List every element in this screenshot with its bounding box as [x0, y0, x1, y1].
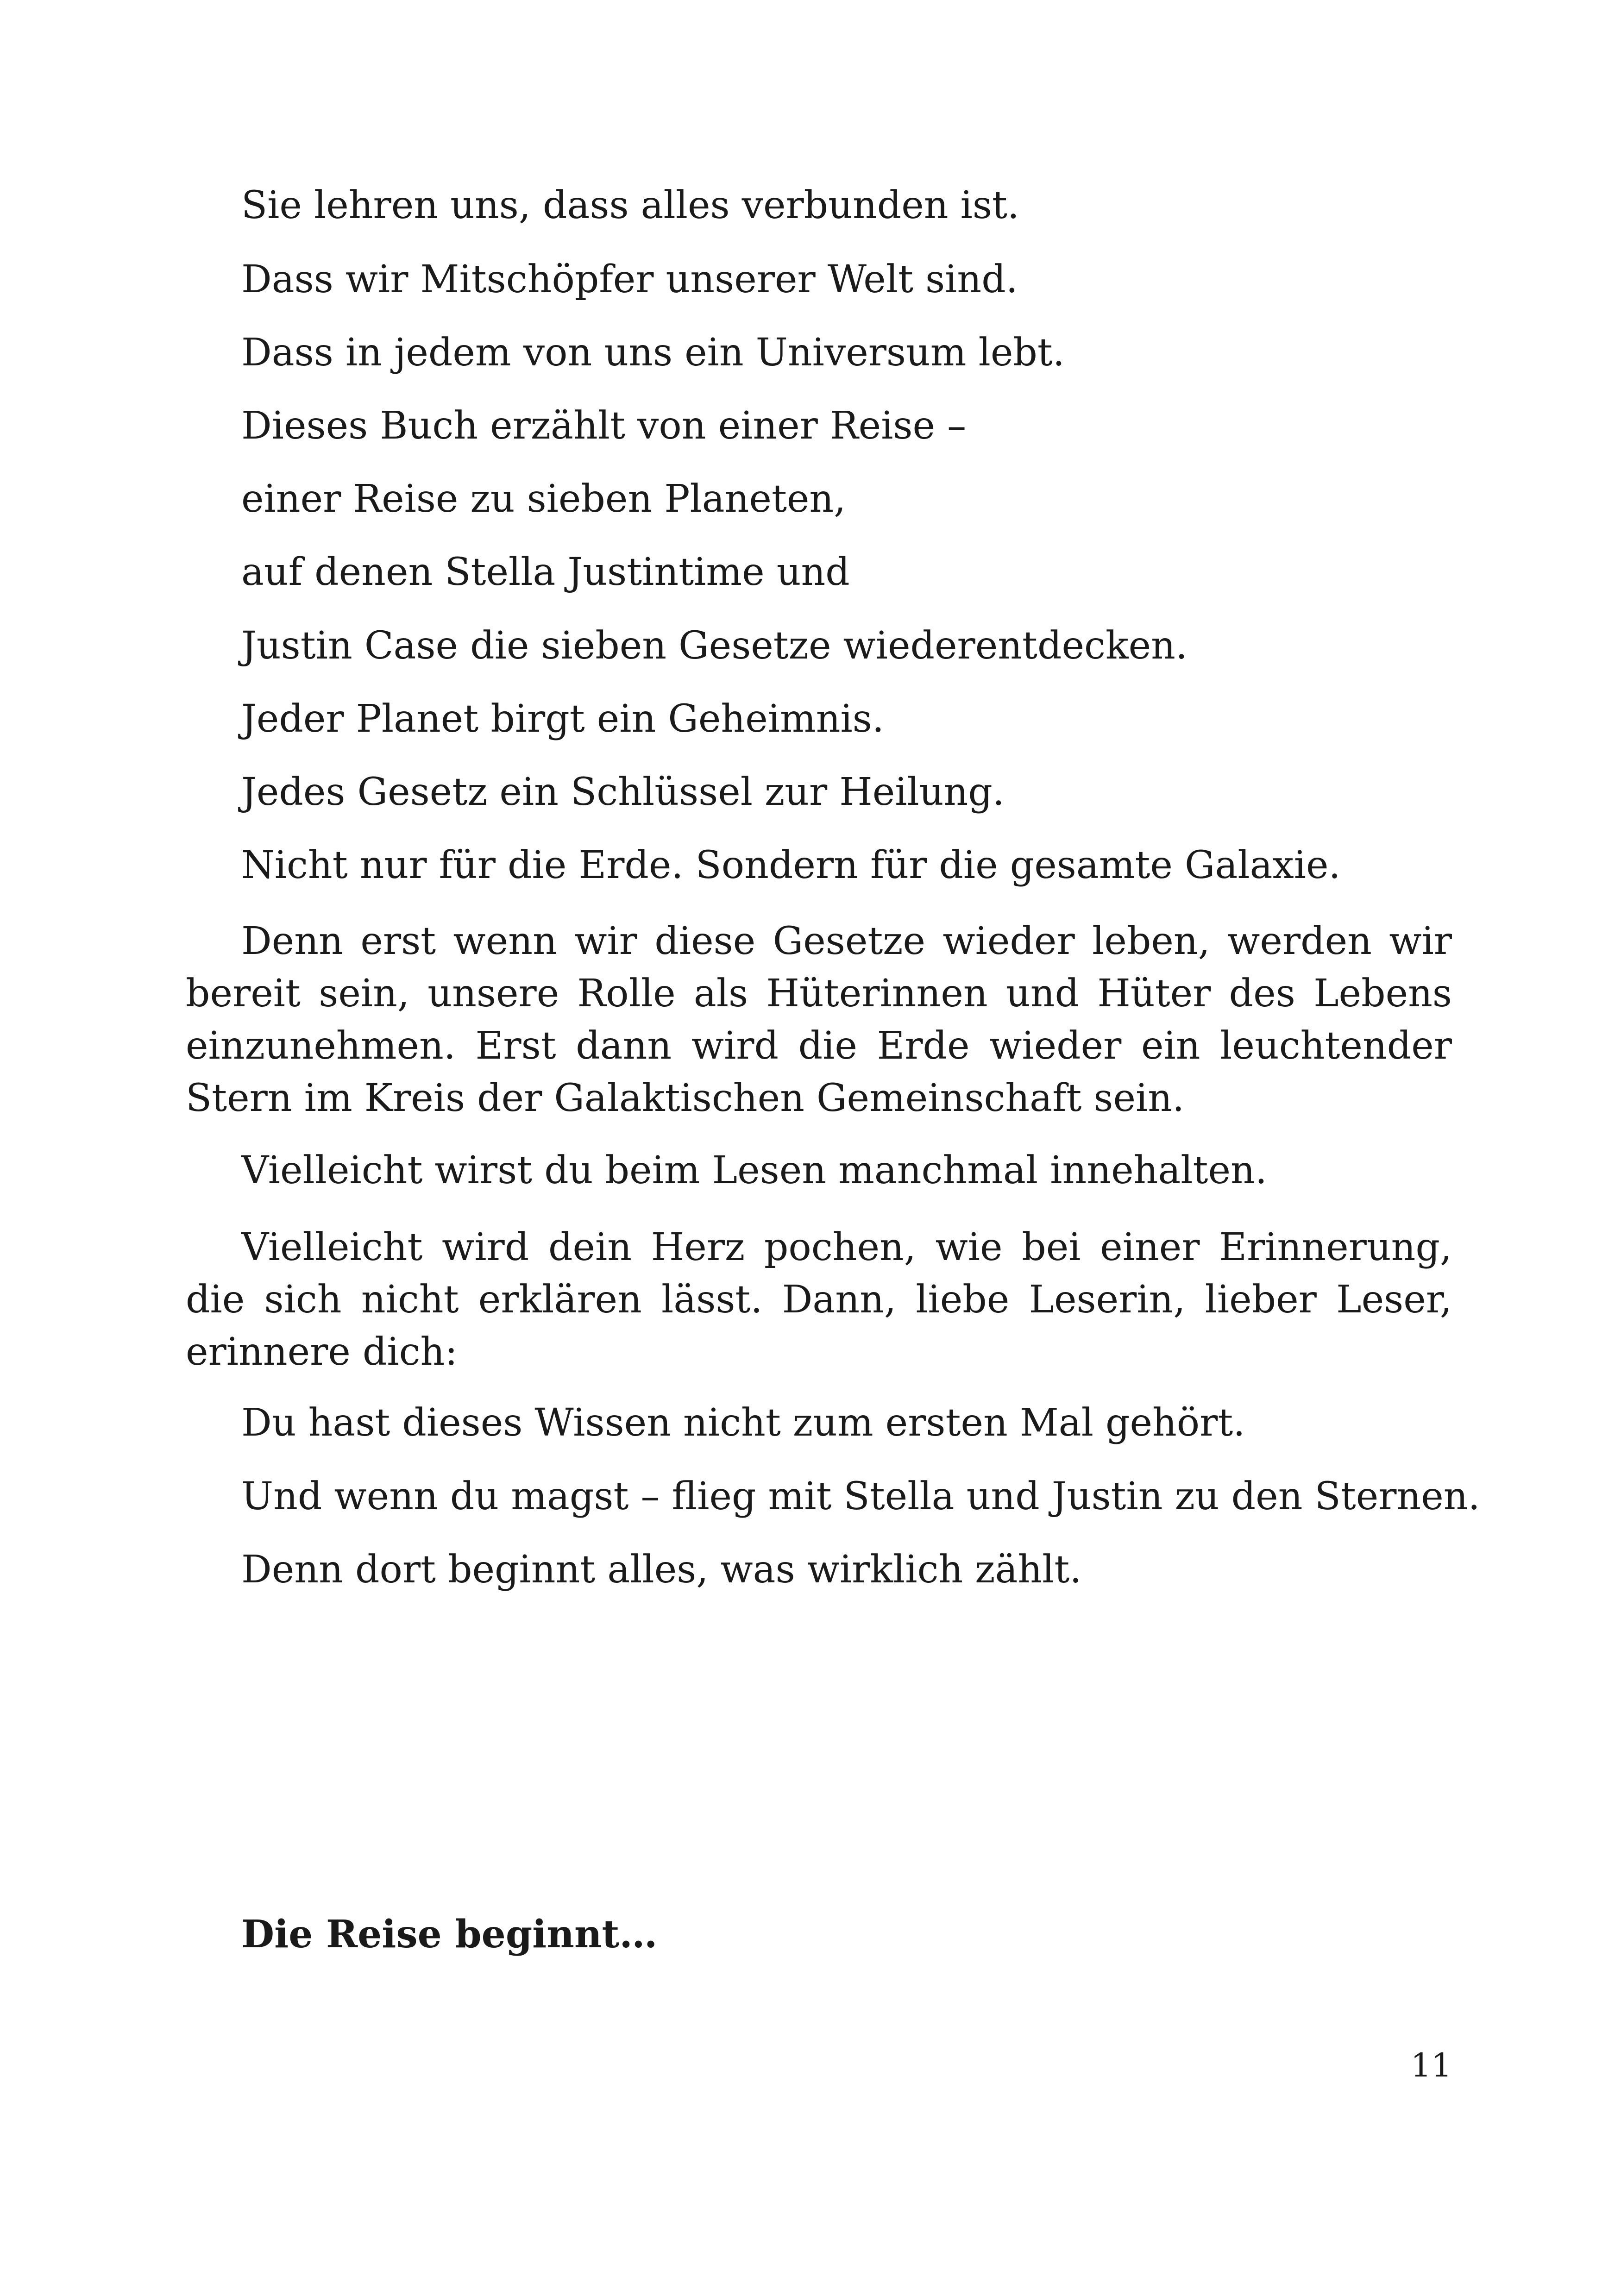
- page-number: 11: [1410, 2046, 1452, 2084]
- text-line: Dass wir Mitschöpfer unserer Welt sind.: [241, 257, 1018, 301]
- text-line: Und wenn du magst – flieg mit Stella und Justin zu den Sternen.: [241, 1474, 1480, 1518]
- text-line: Sie lehren uns, dass alles verbunden ist.: [241, 183, 1019, 227]
- text-line: Dass in jedem von uns ein Universum lebt.: [241, 331, 1065, 375]
- text-line: Vielleicht wirst du beim Lesen manchmal innehalten.: [241, 1148, 1267, 1192]
- text-line: Nicht nur für die Erde. Sondern für die gesamte Galaxie.: [241, 843, 1341, 887]
- text-line: auf denen Stella Justintime und: [241, 550, 850, 594]
- text-line: Dieses Buch erzählt von einer Reise –: [241, 404, 967, 448]
- paragraph: [186, 1221, 1452, 1378]
- paragraph-text: Vielleicht wird dein Herz pochen, wie bei einer Erinnerung, die sich nicht erklären lässt. Dann, liebe Leserin, lieber Leser, erinnere dich:: [186, 1225, 1452, 1374]
- text-line: Justin Case die sieben Gesetze wiederentdecken.: [241, 624, 1188, 668]
- paragraph: [186, 915, 1452, 1124]
- text-line: Jedes Gesetz ein Schlüssel zur Heilung.: [241, 770, 1005, 814]
- text-line: Du hast dieses Wissen nicht zum ersten Mal gehört.: [241, 1401, 1245, 1445]
- text-line: Denn dort beginnt alles, was wirklich zählt.: [241, 1548, 1082, 1592]
- closing-heading: Die Reise beginnt…: [241, 1912, 658, 1957]
- text-line: Jeder Planet birgt ein Geheimnis.: [241, 697, 884, 741]
- paragraph-text: Denn erst wenn wir diese Gesetze wieder leben, werden wir bereit sein, unsere Rolle als Hüterinnen und Hüter des Lebens einzunehmen. Erst dann wird die Erde wieder ein leuchtender Stern im Kreis der Galaktischen Gemeinschaft sein.: [186, 919, 1452, 1120]
- text-line: einer Reise zu sieben Planeten,: [241, 477, 846, 521]
